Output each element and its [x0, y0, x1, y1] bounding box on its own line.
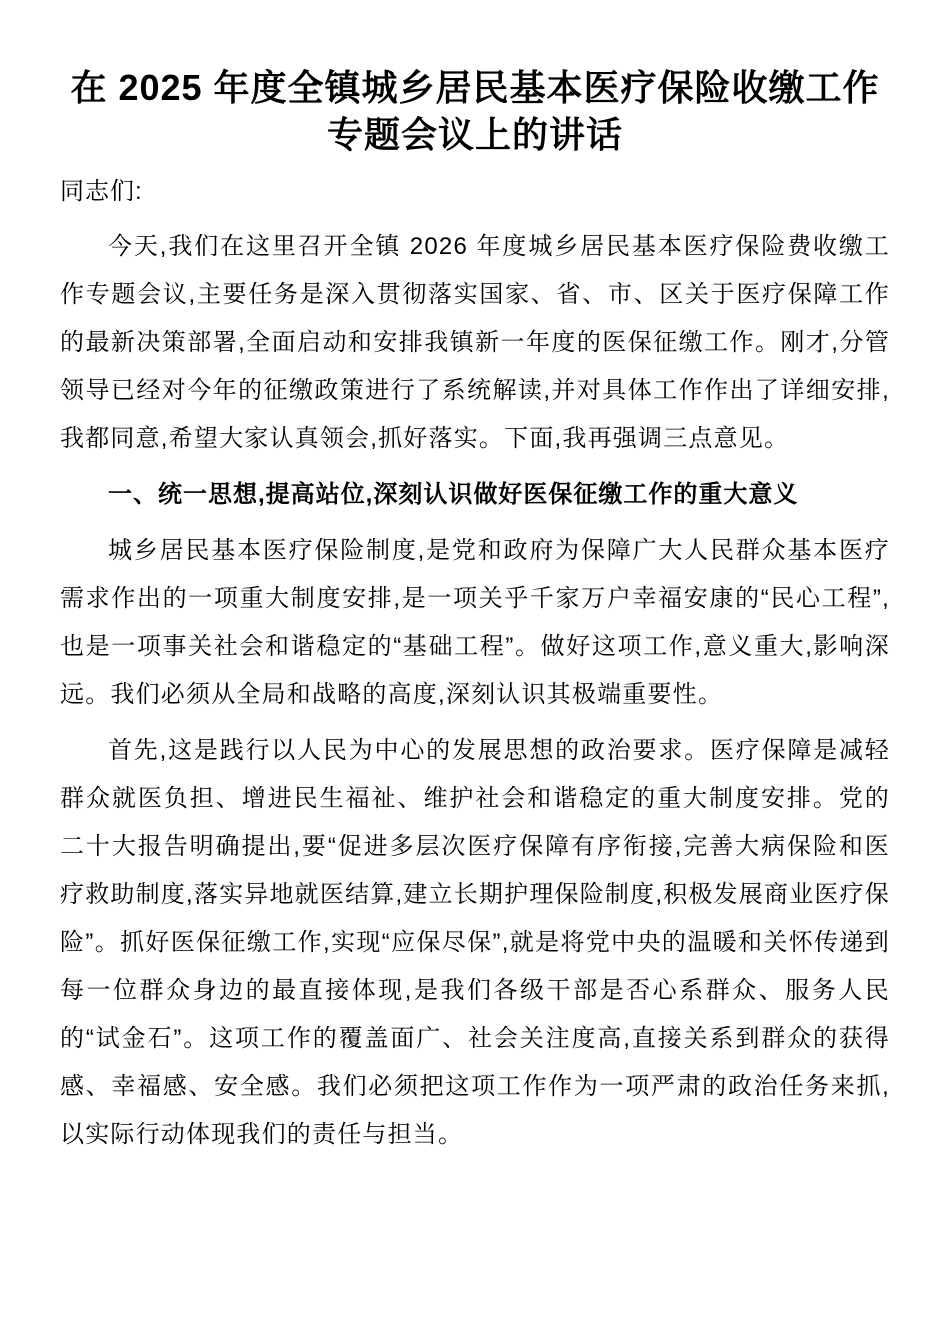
paragraph-significance: 城乡居民基本医疗保险制度,是党和政府为保障广大人民群众基本医疗需求作出的一项重大制度安排,是一项关乎千家万户幸福安康的“民心工程”,也是一项事关社会和谐稳定的“基础工程”。做好这项工作,意义重大,影响深远。我们必须从全局和战略的高度,深刻认识其极端重要性。 — [60, 537, 890, 708]
section-heading-1: 一、统一思想,提高站位,深刻认识做好医保征缴工作的重大意义 — [108, 481, 799, 508]
paragraph-political-requirement: 首先,这是践行以人民为中心的发展思想的政治要求。医疗保障是减轻群众就医负担、增进民生福祉、维护社会和谐稳定的重大制度安排。党的二十大报告明确提出,要“促进多层次医疗保障有序衔接,完善大病保险和医疗救助制度,落实异地就医结算,建立长期护理保险制度,积极发展商业医疗保险”。抓好医保征缴工作,实现“应保尽保”,就是将党中央的温暖和关怀传递到每一位群众身边的最直接体现,是我们各级干部是否心系群众、服务人民的“试金石”。这项工作的覆盖面广、社会关注度高,直接关系到群众的获得感、幸福感、安全感。我们必须把这项工作作为一项严肃的政治任务来抓,以实际行动体现我们的责任与担当。 — [60, 737, 891, 1148]
salutation-line: 同志们: — [60, 178, 143, 205]
document-title: 在 2025 年度全镇城乡居民基本医疗保险收缴工作专题会议上的讲话 — [70, 67, 880, 155]
paragraph-opening: 今天,我们在这里召开全镇 2026 年度城乡居民基本医疗保险费收缴工作专题会议,主要任务是深入贯彻落实国家、省、市、区关于医疗保障工作的最新决策部署,全面启动和安排我镇新一年度的医保征缴工作。刚才,分管领导已经对今年的征缴政策进行了系统解读,并对具体工作作出了详细安排,我都同意,希望大家认真领会,抓好落实。下面,我再强调三点意见。 — [60, 233, 890, 452]
